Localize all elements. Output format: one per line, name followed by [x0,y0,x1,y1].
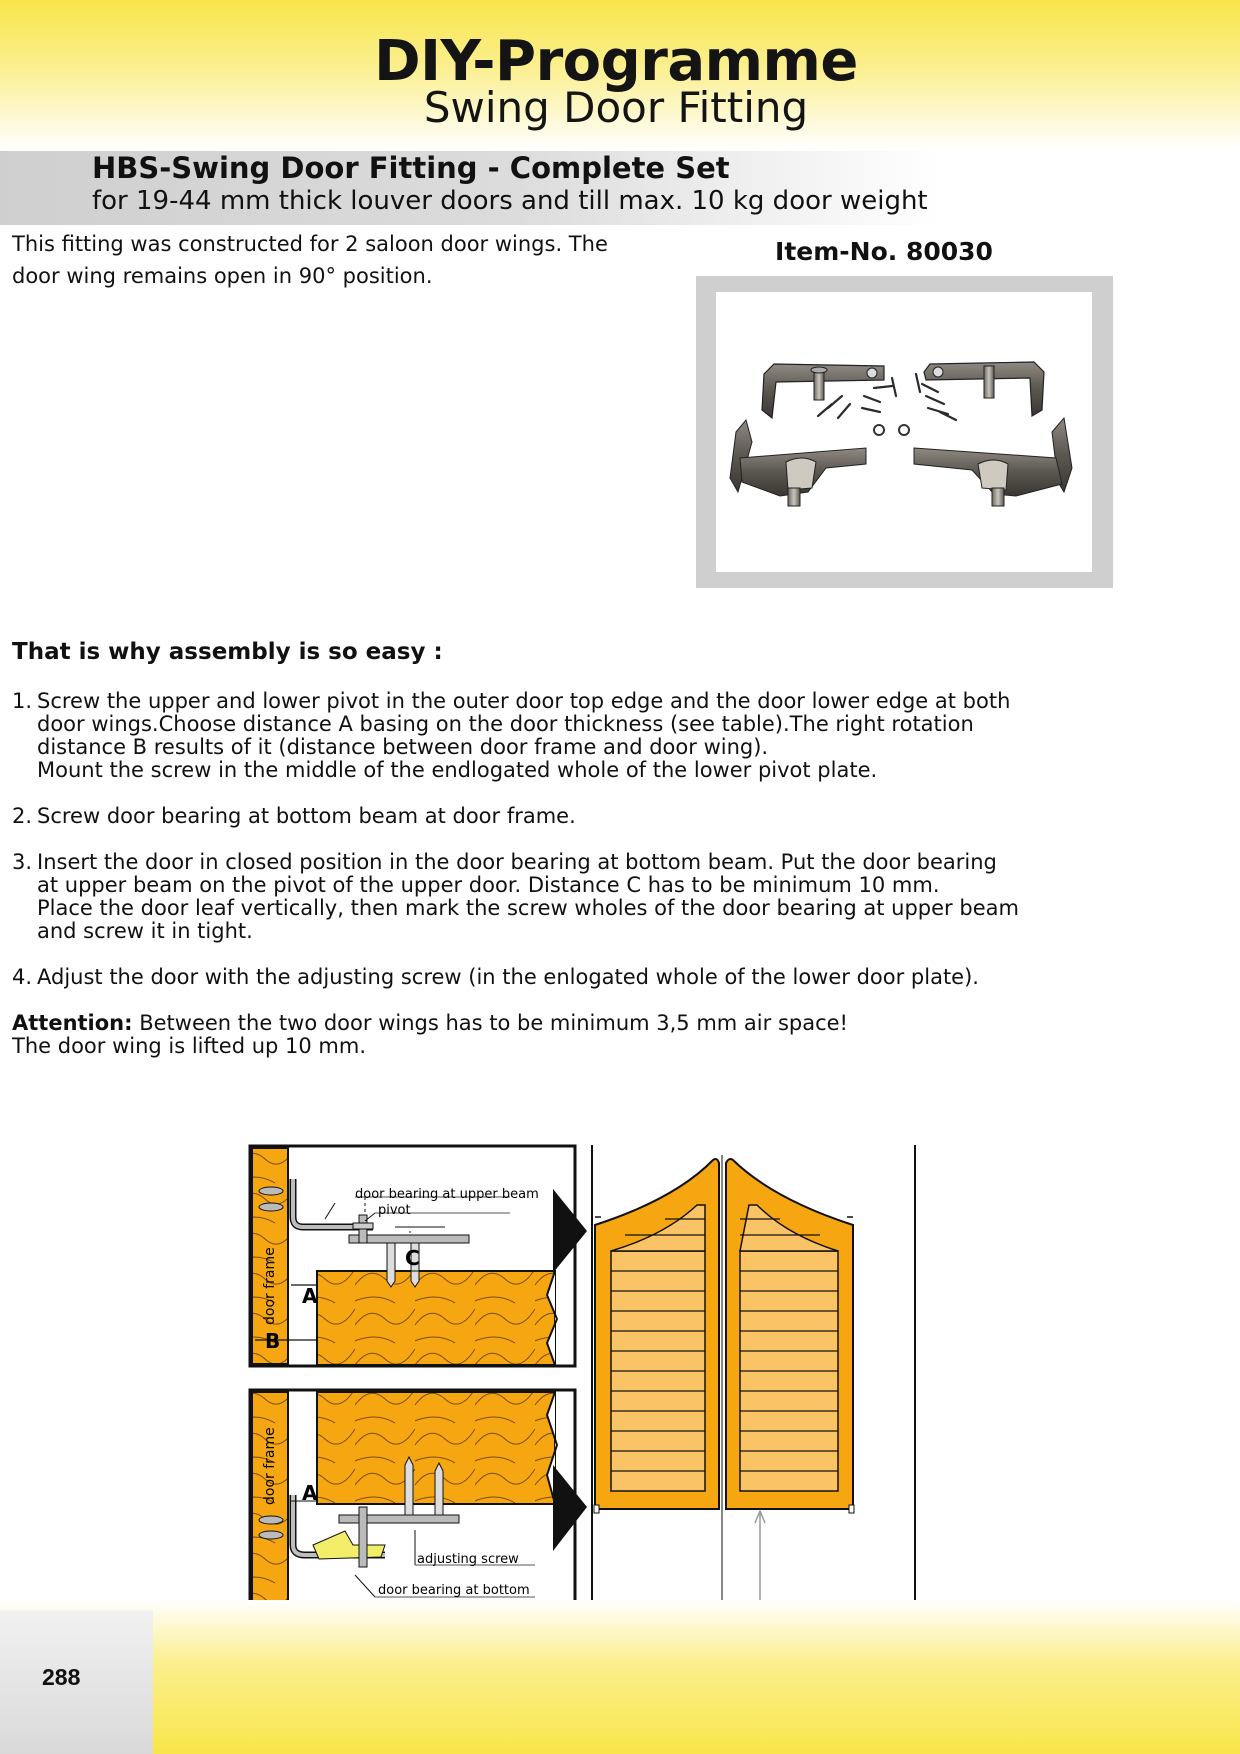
item-number: Item-No. 80030 [775,237,993,266]
page-subtitle: Swing Door Fitting [423,83,809,132]
step-line: distance B results of it (distance between door frame and door wing). [37,735,769,759]
intro-line: This fitting was constructed for 2 saloon door wings. The [12,232,608,256]
saloon-doors-illustration [592,1145,915,1615]
label-door-frame-lower: door frame [262,1427,278,1505]
step-line: Mount the screw in the middle of the endlogated whole of the lower pivot plate. [37,758,878,782]
step-line: Screw door bearing at bottom beam at door frame. [37,804,576,828]
upper-pivot-right [924,362,1044,416]
label-a-lower: A [302,1481,318,1505]
lower-bearing-left [730,420,866,506]
attention-note [12,1012,1092,1058]
step-line: Place the door leaf vertically, then mark the screw wholes of the door bearing at upper beam [37,896,1019,920]
step-number: 4. [12,965,33,989]
product-description: for 19-44 mm thick louver doors and till max. 10 kg door weight [92,186,928,216]
intro-text [12,228,652,292]
installation-diagram-svg [235,1135,930,1630]
product-photo [716,292,1092,572]
assembly-step [12,690,1092,782]
attention-label: Attention: [12,1011,133,1035]
step-line: Insert the door in closed position in the door bearing at bottom beam. Put the door bearing [37,850,997,874]
attention-text: Between the two door wings has to be minimum 3,5 mm air space! [132,1011,848,1035]
label-adjusting-screw: adjusting screw [417,1552,519,1567]
page-title: DIY-Programme [374,29,858,94]
lower-bearing-right [914,418,1072,506]
product-name: HBS-Swing Door Fitting - Complete Set [92,151,730,185]
step-line: and screw it in tight. [37,919,253,943]
label-door-frame-upper: door frame [262,1247,278,1325]
assembly-heading: That is why assembly is so easy : [12,639,443,665]
label-b: B [265,1329,281,1353]
assembly-steps [12,690,1092,1058]
step-line: at upper beam on the pivot of the upper door. Distance C has to be minimum 10 mm. [37,873,940,897]
product-photo-frame [696,276,1113,588]
washer [899,425,909,435]
page-number: 288 [42,1664,81,1690]
step-number: 2. [12,804,33,828]
label-a-upper: A [302,1284,318,1308]
footer-band [0,1600,1240,1754]
label-c: C [405,1246,420,1270]
step-line: Adjust the door with the adjusting screw (in the enlogated whole of the lower door plate). [37,965,979,989]
attention-line: The door wing is lifted up 10 mm. [12,1034,366,1058]
assembly-step [12,851,1092,943]
label-bottom-bearing: door bearing at bottom [378,1583,530,1598]
step-number: 3. [12,850,33,874]
step-line: Screw the upper and lower pivot in the outer door top edge and the door lower edge at both [37,689,1011,713]
label-pivot: pivot [378,1203,411,1218]
step-line: door wings.Choose distance A basing on the door thickness (see table).The right rotation [37,712,974,736]
assembly-step [12,805,1092,828]
intro-line: door wing remains open in 90° position. [12,264,433,288]
assembly-step [12,966,1092,989]
lower-detail [250,1390,587,1610]
step-number: 1. [12,689,33,713]
label-upper-bearing: door bearing at upper beam [355,1187,539,1202]
upper-detail [250,1146,587,1366]
fitting-set-illustration [716,292,1092,572]
washer [874,425,884,435]
installation-diagram [235,1135,930,1630]
